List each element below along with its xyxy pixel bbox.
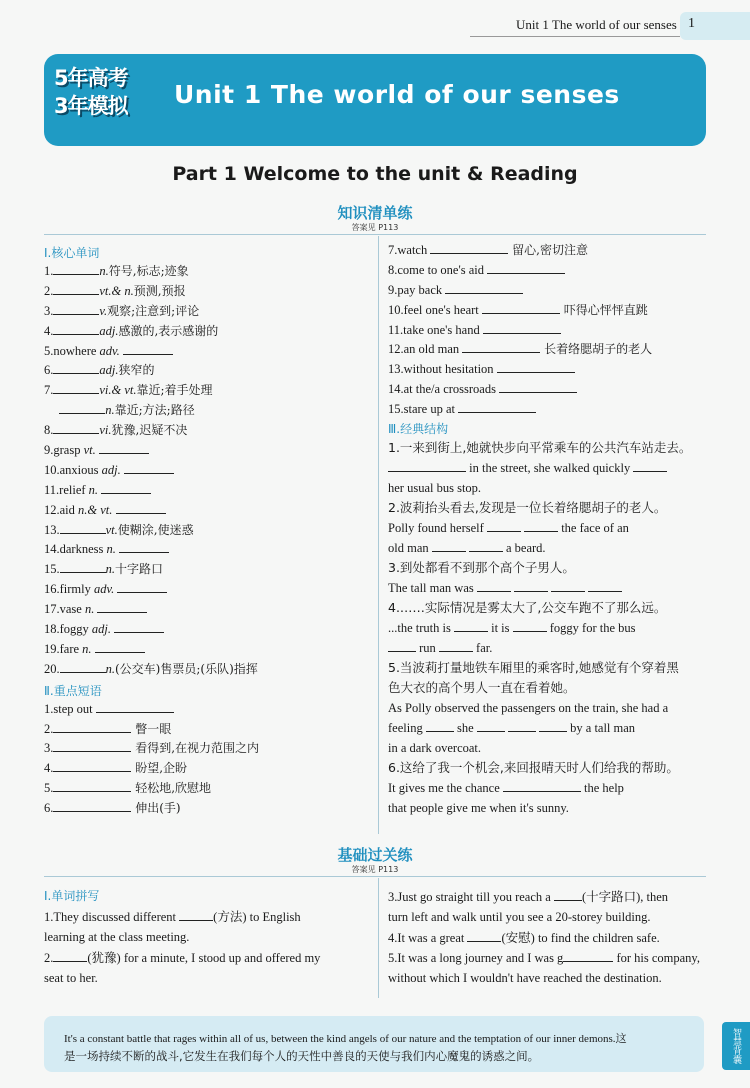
phrase-item [388, 340, 708, 360]
item-number: 8. [388, 262, 398, 277]
structures-category: Ⅲ.经典结构 [388, 422, 449, 437]
drill-right [388, 887, 708, 988]
drill-question [388, 887, 708, 907]
part-of-speech: vt. [105, 522, 118, 537]
item-number: 18. [44, 622, 60, 637]
answer-blank[interactable] [477, 719, 505, 732]
vocab-meaning: 感激的,表示感谢的 [118, 323, 219, 338]
answer-blank[interactable] [60, 560, 106, 573]
vocab-item [44, 342, 374, 362]
text: As Polly observed the passengers on the train, she had a [388, 701, 669, 716]
vocab-meaning: 观察;注意到;评论 [107, 303, 200, 318]
phrase-english: watch [397, 243, 431, 257]
item-number: 13. [44, 522, 60, 537]
text: foggy for the bus [546, 621, 636, 636]
item-number: 8. [44, 423, 54, 438]
answer-blank[interactable] [53, 720, 131, 733]
answer-blank[interactable] [119, 540, 169, 553]
phrases-category: Ⅱ.重点短语 [44, 683, 102, 698]
drill-question: learning at the class meeting. [44, 930, 190, 945]
vocab-meaning: (公交车)售票员;(乐队)指挥 [115, 661, 258, 676]
logo-line-1: 5年高考 [54, 66, 128, 90]
drill-category: Ⅰ.单词拼写 [44, 889, 100, 903]
answer-blank[interactable] [53, 949, 87, 962]
text: that people give me when it's sunny. [388, 801, 569, 816]
vocab-item [44, 580, 374, 600]
answer-blank[interactable] [467, 929, 501, 942]
vocab-word: foggy [59, 622, 92, 637]
part-of-speech: n. [82, 641, 95, 656]
phrase-meaning: 轻松地,欣慰地 [131, 781, 212, 796]
phrase-meaning: 盼望,企盼 [131, 761, 188, 776]
item-number: 15. [44, 562, 60, 577]
vocab-item [44, 481, 374, 501]
answer-blank[interactable] [101, 481, 151, 494]
vocab-item [44, 282, 374, 302]
answer-blank[interactable] [551, 579, 585, 592]
answer-blank[interactable] [487, 261, 565, 274]
vocab-meaning: 犹豫,迟疑不决 [111, 423, 188, 438]
text: Polly found herself [388, 521, 487, 536]
hint: (方法) [213, 910, 250, 924]
item-number: 11. [44, 482, 60, 497]
structure-chinese: 6.这给了我一个机会,来回报晴天时人们给我的帮助。 [388, 760, 679, 776]
phrase-english: without hesitation [403, 362, 497, 377]
phrase-item [388, 360, 708, 380]
part-of-speech: v. [99, 303, 108, 318]
structure-english [388, 638, 708, 658]
text: the help [580, 781, 624, 796]
vocab-meaning: 使糊涂,使迷惑 [117, 522, 194, 537]
drill-question [388, 928, 708, 948]
item-number: 2. [44, 721, 54, 736]
text: far. [472, 641, 493, 656]
text: 1.They discussed different [44, 910, 180, 924]
phrase-item [388, 261, 708, 281]
structure-english [388, 478, 708, 498]
structure-chinese: 色大衣的高个男人一直在看着她。 [388, 680, 576, 696]
item-number: 5. [44, 343, 54, 358]
answer-blank[interactable] [97, 600, 147, 613]
section-divider [44, 234, 706, 235]
vocab-item [44, 381, 374, 401]
answer-blank[interactable] [499, 380, 577, 393]
answer-blank[interactable] [445, 281, 523, 294]
vocab-item [44, 421, 374, 441]
vocab-item [44, 401, 374, 421]
part-of-speech: n. [105, 403, 115, 418]
answer-blank[interactable] [477, 579, 511, 592]
answer-blank[interactable] [60, 521, 106, 534]
phrase-item [44, 720, 374, 740]
part-of-speech: adj. [99, 363, 119, 378]
text: feeling [388, 721, 426, 736]
answer-blank[interactable] [514, 579, 548, 592]
drill-question: turn left and walk until you see a 20-storey building. [388, 910, 651, 925]
answer-blank[interactable] [53, 302, 99, 315]
vocab-meaning: 十字路口 [115, 562, 164, 577]
vocab-meaning: 符号,标志;迹象 [108, 264, 189, 278]
structure-list [388, 438, 708, 818]
item-number: 3. [44, 303, 54, 318]
part-title: Part 1 Welcome to the unit & Reading [172, 163, 578, 185]
phrase-item [388, 301, 708, 321]
answer-blank[interactable] [503, 779, 581, 792]
vocab-word: darkness [59, 542, 107, 557]
phrase-item [44, 759, 374, 779]
structure-english [388, 578, 708, 598]
answer-blank[interactable] [513, 619, 547, 632]
phrase-english: feel one's heart [403, 302, 482, 317]
item-number: 6. [44, 801, 54, 816]
item-number: 3. [44, 741, 54, 756]
answer-blank[interactable] [96, 700, 174, 713]
item-number: 9. [44, 443, 54, 458]
structure-english [388, 718, 708, 738]
text: old man [388, 541, 432, 556]
answer-blank[interactable] [633, 459, 667, 472]
item-number: 12. [44, 502, 60, 517]
text: she [453, 721, 477, 736]
part-of-speech: n. [99, 264, 109, 278]
vocab-category: Ⅰ.核心单词 [44, 246, 100, 260]
answer-blank[interactable] [563, 949, 613, 962]
answer-blank[interactable] [524, 519, 558, 532]
phrase-english: stare up at [403, 402, 459, 417]
phrase-english: at the/a crossroads [403, 382, 500, 397]
structure-chinese: 5.当波莉打量地铁车厢里的乘客时,她感觉有个穿着黑 [388, 660, 679, 676]
structure-english: in a dark overcoat. [388, 741, 482, 756]
answer-blank[interactable] [53, 361, 99, 374]
structure-english [388, 618, 708, 638]
text: for his company, [613, 950, 700, 965]
vocab-word: firmly [59, 582, 94, 597]
text: to find the children safe. [537, 930, 660, 945]
answer-blank[interactable] [458, 400, 536, 413]
vocab-item [44, 521, 374, 541]
vocab-item [44, 461, 374, 481]
vocab-word: relief [59, 482, 89, 497]
item-number: 9. [388, 282, 398, 297]
vocab-word: anxious [59, 462, 102, 477]
drill-question: seat to her. [44, 970, 98, 985]
answer-blank[interactable] [482, 301, 560, 314]
part-of-speech: n.& vt. [78, 502, 116, 517]
structure-english [388, 458, 708, 478]
item-number: 6. [44, 363, 54, 378]
hint: (犹豫) [87, 950, 124, 965]
part-of-speech: adv. [94, 582, 118, 597]
vocab-meaning: 靠近;方法;路径 [114, 403, 195, 418]
unit-title: Unit 1 The world of our senses [174, 80, 620, 109]
left-column [44, 244, 374, 819]
phrase-item [44, 700, 374, 720]
right-column [388, 241, 708, 818]
header-rule [470, 36, 680, 37]
knowledge-answer-ref: 答案见 P113 [351, 223, 399, 232]
vocab-word: aid [59, 502, 79, 517]
answer-blank[interactable] [426, 719, 454, 732]
answer-blank[interactable] [99, 441, 149, 454]
text: 2. [44, 950, 54, 965]
text: for a minute, I stood up and offered my [123, 950, 321, 965]
vocab-item [44, 262, 374, 282]
text: to English [249, 910, 301, 924]
text: The tall man was [388, 581, 477, 596]
answer-blank[interactable] [53, 262, 99, 275]
vocab-item [44, 660, 374, 680]
vocab-item [44, 441, 374, 461]
answer-blank[interactable] [60, 660, 106, 673]
vocab-meaning: 靠近;着手处理 [136, 383, 213, 398]
phrase-item [388, 380, 708, 400]
part-of-speech: adj. [91, 622, 115, 637]
item-number: 14. [44, 542, 60, 557]
phrase-list-right [388, 241, 708, 420]
item-number: 1. [44, 264, 54, 278]
answer-blank[interactable] [95, 640, 145, 653]
answer-blank[interactable] [462, 340, 540, 353]
text: her usual bus stop. [388, 481, 482, 496]
phrase-item [388, 321, 708, 341]
item-number: 10. [388, 302, 404, 317]
item-number: 19. [44, 641, 60, 656]
phrase-english: take one's hand [403, 322, 483, 337]
answer-blank[interactable] [179, 908, 213, 921]
item-number: 16. [44, 582, 60, 597]
phrase-english: pay back [397, 282, 446, 297]
item-number: 10. [44, 462, 60, 477]
answer-blank[interactable] [432, 539, 466, 552]
answer-blank[interactable] [53, 282, 99, 295]
phrase-list-left [44, 700, 374, 819]
part-of-speech: vi. [99, 423, 112, 438]
item-number: 7. [44, 383, 54, 398]
text: 3.Just go straight till you reach a [388, 890, 554, 904]
answer-blank[interactable] [116, 501, 166, 514]
phrase-meaning: 瞥一眼 [131, 721, 172, 736]
vocab-list [44, 262, 374, 680]
answer-blank[interactable] [497, 360, 575, 373]
unit-banner [44, 54, 706, 146]
phrase-meaning: 看得到,在视力范围之内 [131, 741, 260, 756]
drill-question: without which I wouldn't have reached the destination. [388, 971, 662, 986]
vocab-item [44, 600, 374, 620]
structure-chinese: 1.一来到街上,她就快步向平常乘车的公共汽车站走去。 [388, 440, 692, 456]
item-number: 17. [44, 602, 60, 617]
answer-blank[interactable] [554, 888, 582, 901]
answer-blank[interactable] [59, 401, 105, 414]
answer-blank[interactable] [53, 739, 131, 752]
structure-chinese: 3.到处都看不到那个高个子男人。 [388, 560, 575, 576]
structure-english [388, 538, 708, 558]
item-number: 4. [44, 761, 54, 776]
structure-english [388, 698, 708, 718]
phrase-meaning: 留心,密切注意 [508, 243, 588, 257]
logo-line-2: 3年模拟 [54, 94, 128, 118]
side-tab: 智慧背囊 [722, 1022, 750, 1070]
phrase-english: step out [53, 701, 96, 716]
vocab-item [44, 560, 374, 580]
phrase-item [44, 739, 374, 759]
answer-blank[interactable] [53, 779, 131, 792]
phrase-meaning: 吓得心怦怦直跳 [559, 302, 648, 317]
page-number: 1 [688, 16, 695, 31]
structure-chinese: 2.波莉抬头看去,发现是一位长着络腮胡子的老人。 [388, 500, 667, 516]
answer-blank[interactable] [508, 719, 536, 732]
phrase-english: come to one's aid [397, 262, 488, 277]
item-number: 2. [44, 283, 54, 298]
part-of-speech: n. [88, 482, 102, 497]
answer-blank[interactable] [439, 639, 473, 652]
hint: (安慰) [501, 930, 538, 945]
vocab-meaning: 预测,预报 [133, 283, 186, 298]
phrase-item [388, 241, 708, 261]
text: the face of an [558, 521, 629, 536]
answer-blank[interactable] [53, 322, 99, 335]
drill-question [388, 948, 708, 968]
structure-english [388, 798, 708, 818]
part-of-speech: n. [106, 542, 119, 557]
text: 5.It was a long journey and I was g [388, 950, 564, 965]
vocab-item [44, 640, 374, 660]
answer-blank[interactable] [487, 519, 521, 532]
part-of-speech: vt.& n. [99, 283, 134, 298]
answer-blank[interactable] [124, 461, 174, 474]
item-number: 11. [388, 322, 404, 337]
item-number: 20. [44, 661, 60, 676]
vocab-meaning: 狭窄的 [118, 363, 155, 378]
drill-answer-ref: 答案见 P113 [351, 865, 399, 874]
item-number: 7. [388, 243, 398, 257]
vocab-word: vase [59, 602, 85, 617]
vocab-item [44, 361, 374, 381]
hint: (十字路口), then [581, 890, 669, 904]
part-of-speech: vt. [83, 443, 99, 458]
item-number: 15. [388, 402, 404, 417]
quote-english: It's a constant battle that rages within all of us, between the kind angels of our nature and the temptation of our inner demons.这 [64, 1033, 627, 1045]
part-of-speech: adj. [99, 323, 119, 338]
drill-column-divider [378, 878, 379, 998]
answer-blank[interactable] [483, 321, 561, 334]
item-number: 13. [388, 362, 404, 377]
series-logo [50, 60, 150, 126]
structure-chinese: 4.……实际情况是雾太大了,公交车跑不了那么远。 [388, 600, 667, 616]
phrase-item [388, 400, 708, 420]
drill-heading: 基础过关练 [337, 846, 413, 864]
indent [44, 403, 59, 417]
text: a beard. [502, 541, 546, 556]
part-of-speech: adv. [99, 343, 123, 358]
answer-blank[interactable] [123, 342, 173, 355]
answer-blank[interactable] [588, 579, 622, 592]
item-number: 5. [44, 781, 54, 796]
text: in the street, she walked quickly [466, 461, 634, 476]
answer-blank[interactable] [539, 719, 567, 732]
vocab-item [44, 620, 374, 640]
drill-question [44, 948, 364, 968]
vocab-item [44, 501, 374, 521]
vocab-word: fare [59, 641, 83, 656]
text: It gives me the chance [388, 781, 503, 796]
text: it is [487, 621, 513, 636]
answer-blank[interactable] [469, 539, 503, 552]
vocab-item [44, 302, 374, 322]
answer-blank[interactable] [454, 619, 488, 632]
item-number: 4. [44, 323, 54, 338]
phrase-item [44, 779, 374, 799]
answer-blank[interactable] [53, 421, 99, 434]
vocab-word: nowhere [53, 343, 100, 358]
answer-blank[interactable] [53, 381, 99, 394]
text: 4.It was a great [388, 930, 468, 945]
item-number: 1. [44, 701, 54, 716]
answer-blank[interactable] [114, 620, 164, 633]
phrase-item [388, 281, 708, 301]
page-header [0, 0, 750, 44]
phrase-item [44, 799, 374, 819]
part-of-speech: n. [105, 661, 115, 676]
answer-blank[interactable] [388, 459, 466, 472]
vocab-word: grasp [53, 443, 84, 458]
part-of-speech: adj. [101, 462, 124, 477]
structure-english [388, 518, 708, 538]
part-of-speech: n. [105, 562, 115, 577]
text: run [416, 641, 439, 656]
part-of-speech: n. [84, 602, 98, 617]
answer-blank[interactable] [388, 639, 416, 652]
item-number: 14. [388, 382, 404, 397]
item-number: 12. [388, 342, 404, 357]
knowledge-heading: 知识清单练 [337, 204, 413, 222]
phrase-meaning: 伸出(手) [131, 801, 181, 816]
answer-blank[interactable] [53, 759, 131, 772]
part-of-speech: vi.& vt. [99, 383, 137, 398]
vocab-item [44, 322, 374, 342]
running-head: Unit 1 The world of our senses [516, 17, 677, 32]
answer-blank[interactable] [117, 580, 167, 593]
drill-left [44, 887, 364, 988]
drill-divider [44, 876, 706, 877]
quote-footer [44, 1016, 704, 1072]
phrase-english: an old man [403, 342, 463, 357]
column-divider [378, 236, 379, 834]
answer-blank[interactable] [430, 241, 508, 254]
vocab-item [44, 540, 374, 560]
drill-question [44, 907, 364, 927]
answer-blank[interactable] [53, 799, 131, 812]
quote-chinese: 是一场持续不断的战斗,它发生在我们每个人的天性中善良的天使与我们内心魔鬼的诱惑之间。 [64, 1049, 540, 1063]
structure-english [388, 778, 708, 798]
text: by a tall man [567, 721, 636, 736]
phrase-meaning: 长着络腮胡子的老人 [540, 342, 653, 357]
text: ...the truth is [388, 621, 454, 636]
